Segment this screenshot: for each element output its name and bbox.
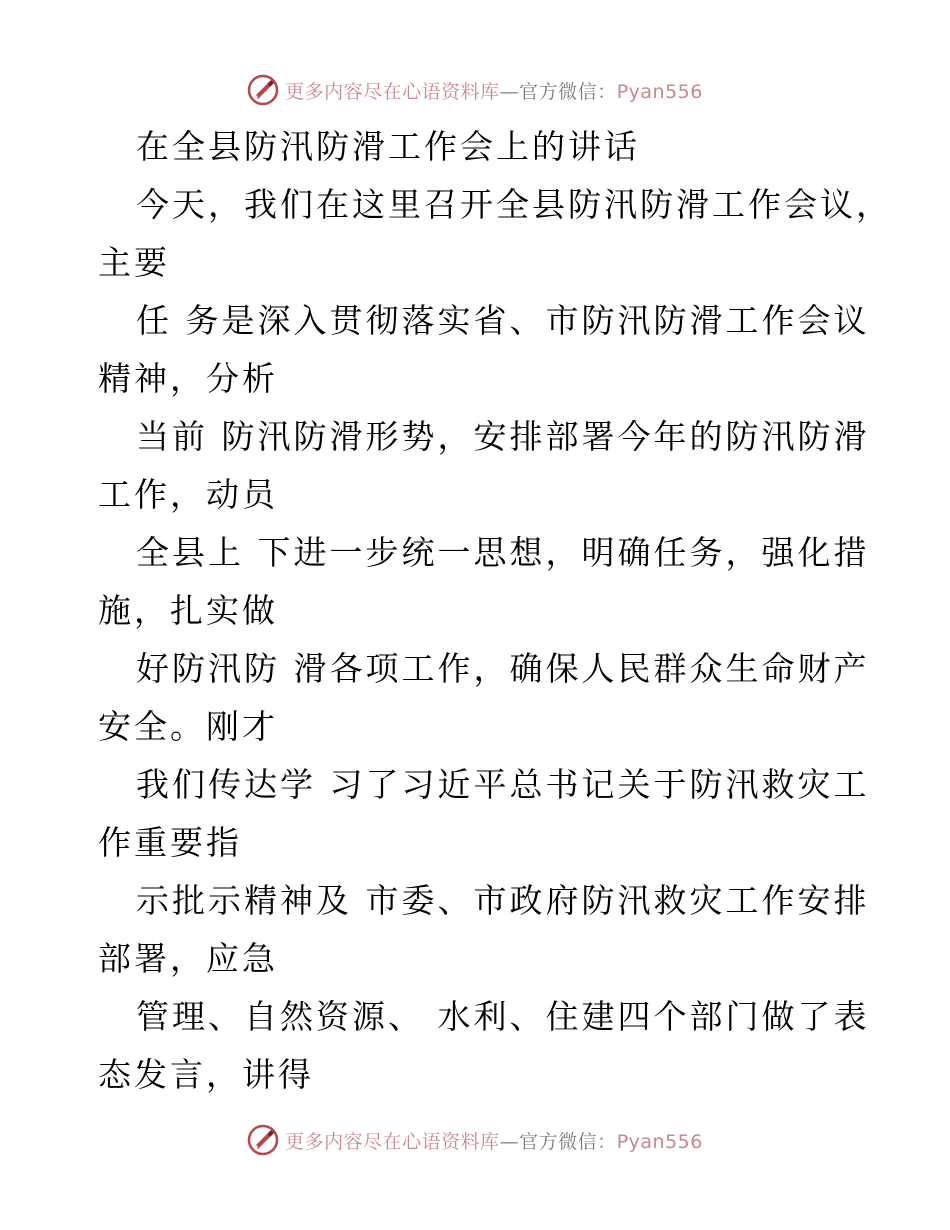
text-line: 安全。刚才 [98,707,278,746]
footer-banner [0,1118,950,1162]
document-title: 在全县防汛防滑工作会上的讲话 [136,127,640,166]
banner-text [285,1127,703,1154]
text-line: 好防汛防 滑各项工作，确保人民群众生命财产 [136,649,870,688]
banner-main-text: 更多内容尽在心语资料库 [285,80,500,103]
document-body [98,118,892,1104]
pen-logo-icon [247,74,279,106]
banner-wechat-id: Pyan556 [616,80,703,103]
banner-wechat-label: 官方微信： [519,1130,617,1153]
text-line: 工作，动员 [98,475,278,514]
text-line: 主要 [98,243,170,282]
text-line: 作重要指 [98,823,242,862]
pen-logo-icon [247,1124,279,1156]
banner-text [285,77,703,104]
text-line: 态发言，讲得 [98,1055,314,1094]
header-banner [0,68,950,112]
text-line: 当前 防汛防滑形势，安排部署今年的防汛防滑 [136,417,870,456]
banner-dash: — [499,80,520,103]
text-line: 施，扎实做 [98,591,278,630]
banner-wechat-label: 官方微信： [519,80,617,103]
text-line: 精神，分析 [98,359,278,398]
text-line: 任 务是深入贯彻落实省、市防汛防滑工作会议 [136,301,870,340]
text-line: 我们传达学 习了习近平总书记关于防汛救灾工 [136,765,870,804]
text-line: 管理、自然资源、 水利、住建四个部门做了表 [136,997,870,1036]
text-line: 今天，我们在这里召开全县防汛防滑工作会议， [136,185,892,224]
banner-wechat-id: Pyan556 [616,1130,703,1153]
banner-main-text: 更多内容尽在心语资料库 [285,1130,500,1153]
text-line: 示批示精神及 市委、市政府防汛救灾工作安排 [136,881,870,920]
text-line: 全县上 下进一步统一思想，明确任务，强化措 [136,533,870,572]
text-line: 部署，应急 [98,939,278,978]
banner-dash: — [499,1130,520,1153]
